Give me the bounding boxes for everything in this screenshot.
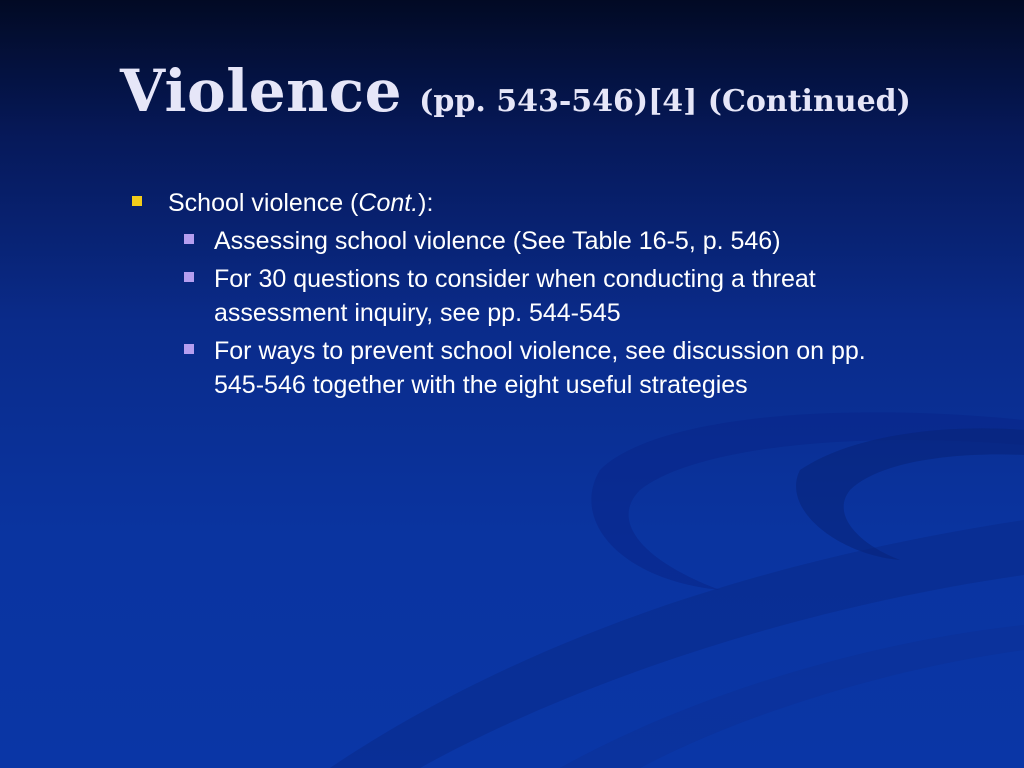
sub-bullet-text: Assessing school violence (See Table 16-5, p. 546) (214, 227, 781, 255)
sub-bullet-text: For ways to prevent school violence, see discussion on pp. 545-546 together with the eight useful strategies (214, 337, 866, 399)
slide-title (120, 57, 980, 125)
square-bullet-icon (184, 344, 194, 354)
title-main: Violence (120, 57, 403, 125)
sub-bullet-item (168, 262, 910, 330)
bullet-item-school-violence (130, 186, 910, 402)
sub-bullet-item (168, 224, 910, 258)
bullet-text-emphasis: Cont. (358, 189, 419, 217)
bullet-list (130, 186, 910, 406)
bullet-text-prefix: School violence ( (168, 189, 359, 217)
square-bullet-icon (184, 272, 194, 282)
square-bullet-icon (184, 234, 194, 244)
sub-bullet-list (168, 224, 910, 402)
title-subtitle: (pp. 543-546)[4] (Continued) (419, 84, 911, 119)
sub-bullet-text: For 30 questions to consider when conducting a threat assessment inquiry, see pp. 544-545 (214, 265, 816, 327)
bullet-text-suffix: ): (418, 189, 434, 217)
bullet-text (168, 186, 910, 220)
sub-bullet-item (168, 334, 910, 402)
square-bullet-icon (132, 196, 142, 206)
